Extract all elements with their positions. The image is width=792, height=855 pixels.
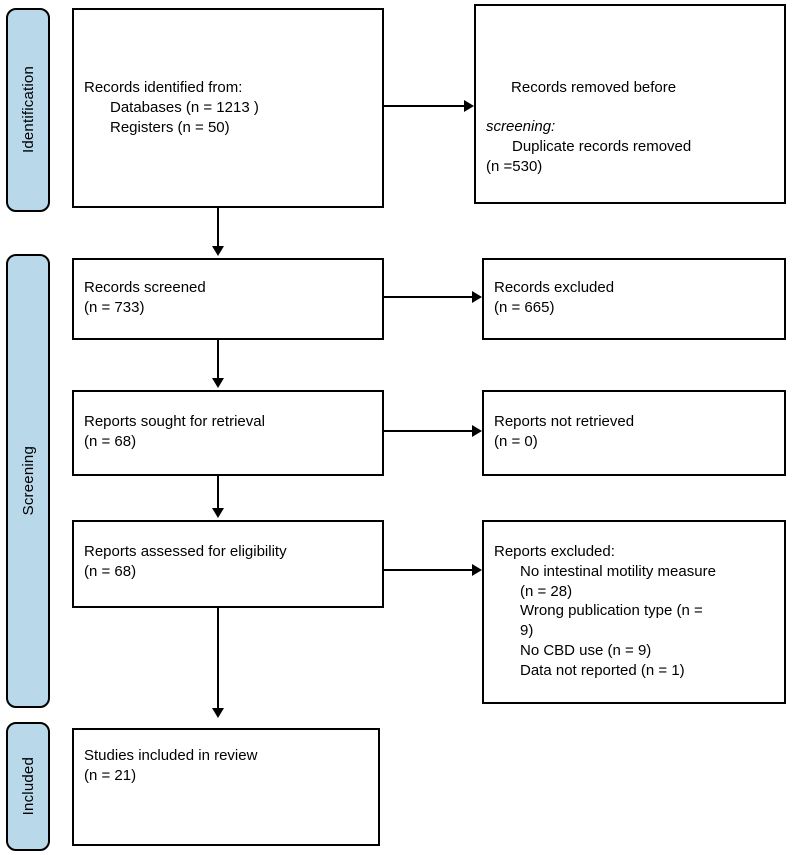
box-reports-assessed bbox=[72, 520, 384, 608]
arrowhead-assessed-to-included bbox=[212, 708, 224, 718]
connector-sought-to-not-retrieved bbox=[384, 430, 472, 432]
box-line: Reports excluded: bbox=[494, 543, 615, 560]
box-line: (n = 665) bbox=[494, 298, 555, 316]
box-line: No intestinal motility measure bbox=[520, 562, 716, 580]
connector-sought-to-assessed bbox=[217, 476, 219, 510]
box-line: Studies included in review bbox=[84, 747, 258, 764]
connector-identified-to-removed bbox=[384, 105, 464, 107]
connector-assessed-to-included bbox=[217, 608, 219, 710]
box-records-removed bbox=[474, 4, 786, 204]
arrowhead-identified-to-removed bbox=[464, 100, 474, 112]
connector-identified-to-screened bbox=[217, 208, 219, 248]
box-line: 9) bbox=[520, 622, 534, 640]
stage-label-included: Included bbox=[19, 757, 37, 816]
arrowhead-sought-to-not-retrieved bbox=[472, 425, 482, 437]
connector-screened-to-excluded bbox=[384, 296, 472, 298]
box-line: Registers (n = 50) bbox=[110, 118, 230, 136]
box-line-text: Records removed before bbox=[511, 78, 677, 96]
stage-bar-identification bbox=[6, 8, 50, 212]
stage-bar-included bbox=[6, 722, 50, 851]
arrowhead-sought-to-assessed bbox=[212, 508, 224, 518]
box-line: Data not reported (n = 1) bbox=[520, 661, 685, 679]
box-line: (n = 28) bbox=[520, 582, 573, 600]
box-line: (n =530) bbox=[486, 157, 543, 175]
arrowhead-screened-to-excluded bbox=[472, 291, 482, 303]
box-reports-sought bbox=[72, 390, 384, 476]
box-line: Records excluded bbox=[494, 279, 615, 296]
box-line: (n = 68) bbox=[84, 432, 137, 450]
box-records-excluded bbox=[482, 258, 786, 340]
box-line: screening: bbox=[486, 118, 556, 136]
box-records-screened bbox=[72, 258, 384, 340]
connector-assessed-to-reports-excluded bbox=[384, 569, 472, 571]
box-line: (n = 68) bbox=[84, 562, 137, 580]
box-reports-excluded bbox=[482, 520, 786, 704]
box-line: No CBD use (n = 9) bbox=[520, 641, 652, 659]
box-line: (n = 0) bbox=[494, 432, 538, 450]
box-line: Duplicate records removed bbox=[512, 138, 692, 156]
box-records-identified bbox=[72, 8, 384, 208]
box-line: Records identified from: bbox=[84, 79, 243, 96]
stage-label-screening: Screening bbox=[19, 446, 37, 516]
arrowhead-identified-to-screened bbox=[212, 246, 224, 256]
box-line: Reports assessed for eligibility bbox=[84, 543, 287, 560]
stage-label-identification: Identification bbox=[19, 66, 37, 154]
connector-screened-to-sought bbox=[217, 340, 219, 380]
arrowhead-assessed-to-reports-excluded bbox=[472, 564, 482, 576]
box-line: Wrong publication type (n = bbox=[520, 602, 703, 620]
box-line: Reports not retrieved bbox=[494, 413, 635, 430]
box-line bbox=[486, 58, 774, 117]
box-line: (n = 21) bbox=[84, 766, 137, 784]
box-studies-included bbox=[72, 728, 380, 846]
box-line: (n = 733) bbox=[84, 298, 145, 316]
arrowhead-screened-to-sought bbox=[212, 378, 224, 388]
box-reports-not-retrieved bbox=[482, 390, 786, 476]
box-line: Databases (n = 1213 ) bbox=[110, 98, 259, 116]
stage-bar-screening bbox=[6, 254, 50, 708]
box-line: Records screened bbox=[84, 279, 206, 296]
box-line: Reports sought for retrieval bbox=[84, 413, 265, 430]
